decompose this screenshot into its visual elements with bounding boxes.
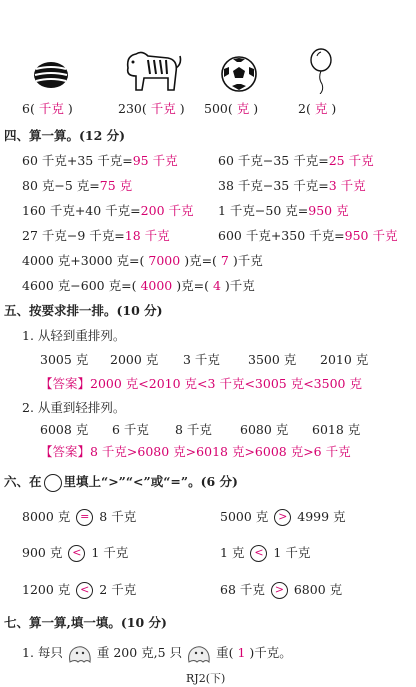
text: 重( bbox=[216, 645, 234, 660]
expr: 600 千克+350 千克= bbox=[218, 228, 345, 243]
expr: 27 千克−9 千克= bbox=[22, 228, 125, 243]
answer: 7000 bbox=[148, 253, 181, 268]
compare-row-2-right bbox=[220, 543, 310, 562]
answer: 950 克 bbox=[308, 203, 349, 218]
page-footer: RJ2(下) bbox=[186, 672, 226, 685]
item: 6080 克 bbox=[240, 422, 289, 437]
item: 2000 克 bbox=[110, 352, 159, 367]
rhs: 8 千克 bbox=[99, 509, 137, 524]
compare-row-2-left bbox=[22, 543, 128, 562]
label-num: 2( bbox=[298, 101, 311, 116]
rhs: 2 千克 bbox=[99, 582, 137, 597]
answer: 200 千克 bbox=[140, 203, 194, 218]
lhs: 1200 克 bbox=[22, 582, 71, 597]
compare-answer: < bbox=[250, 545, 267, 562]
expr: 4600 克−600 克=( bbox=[22, 278, 137, 293]
answer: 950 千克 bbox=[344, 228, 398, 243]
toy-animal-icon bbox=[67, 644, 93, 664]
compare-answer: < bbox=[76, 582, 93, 599]
item: 6008 克 bbox=[40, 422, 89, 437]
item: 2010 克 bbox=[320, 352, 369, 367]
label-num: 230( bbox=[118, 101, 147, 116]
title-part: 里填上“>”“<”或“=”。(6 分) bbox=[63, 474, 238, 489]
calc-row-2-right bbox=[218, 176, 366, 194]
expr: 38 千克−35 千克= bbox=[218, 178, 329, 193]
question-7-1 bbox=[22, 643, 292, 664]
compare-answer: > bbox=[271, 582, 288, 599]
answer: 克 bbox=[314, 101, 328, 116]
compare-row-3-left bbox=[22, 580, 136, 599]
item: 6 千克 bbox=[112, 422, 149, 437]
answer: 18 千克 bbox=[124, 228, 170, 243]
answer-5-1: 【答案】2000 克<2010 克<3 千克<3005 克<3500 克 bbox=[40, 376, 362, 391]
text: 1. 每只 bbox=[22, 645, 63, 660]
answer: 千克 bbox=[150, 101, 176, 116]
answer: 4000 bbox=[140, 278, 173, 293]
expr: 60 千克−35 千克= bbox=[218, 153, 329, 168]
question-5-2: 2. 从重到轻排列。 bbox=[22, 400, 126, 415]
expr: 80 克−5 克= bbox=[22, 178, 100, 193]
answer: 75 克 bbox=[99, 178, 133, 193]
answer: 25 千克 bbox=[328, 153, 374, 168]
compare-answer: > bbox=[274, 509, 291, 526]
text: 重 200 克,5 只 bbox=[96, 645, 183, 660]
compare-row-3-right bbox=[220, 580, 342, 599]
answer: 千克 bbox=[38, 101, 64, 116]
calc-row-4-left bbox=[22, 226, 170, 244]
expr: 4000 克+3000 克=( bbox=[22, 253, 145, 268]
expr: 1 千克−50 克= bbox=[218, 203, 309, 218]
soccer-ball-icon bbox=[220, 55, 258, 93]
item: 8 千克 bbox=[175, 422, 212, 437]
image-label-ball bbox=[204, 99, 258, 117]
rhs: 6800 克 bbox=[293, 582, 343, 597]
label-num: 500( bbox=[204, 101, 233, 116]
section-7-title: 七、算一算,填一填。(10 分) bbox=[4, 615, 167, 630]
calc-row-1-right bbox=[218, 151, 374, 169]
item: 3 千克 bbox=[183, 352, 220, 367]
answer: 1 bbox=[237, 645, 246, 660]
image-label-balloon bbox=[298, 99, 336, 117]
label-close: ) bbox=[179, 101, 185, 116]
calc-row-1-left bbox=[22, 151, 178, 169]
section-5-title: 五、按要求排一排。(10 分) bbox=[4, 303, 163, 318]
lhs: 8000 克 bbox=[22, 509, 71, 524]
calc-row-3-right bbox=[218, 201, 349, 219]
rhs: 1 千克 bbox=[273, 545, 311, 560]
lhs: 5000 克 bbox=[220, 509, 269, 524]
compare-row-1-right bbox=[220, 507, 346, 526]
lhs: 900 克 bbox=[22, 545, 63, 560]
answer-5-2: 【答案】8 千克>6080 克>6018 克>6008 克>6 千克 bbox=[40, 444, 351, 459]
expr: 60 千克+35 千克= bbox=[22, 153, 133, 168]
label-close: ) bbox=[331, 101, 337, 116]
item: 3005 克 bbox=[40, 352, 89, 367]
calc-row-2-left bbox=[22, 176, 132, 194]
expr: )克=( bbox=[176, 278, 209, 293]
section-4-title: 四、算一算。(12 分) bbox=[4, 128, 126, 143]
answer: 3 千克 bbox=[328, 178, 366, 193]
expr: 160 千克+40 千克= bbox=[22, 203, 141, 218]
rhs: 4999 克 bbox=[297, 509, 346, 524]
answer: 克 bbox=[236, 101, 250, 116]
lhs: 68 千克 bbox=[220, 582, 265, 597]
calc-row-6 bbox=[22, 276, 255, 294]
section-6-title bbox=[4, 472, 238, 492]
label-num: 6( bbox=[22, 101, 35, 116]
watermelon-icon bbox=[33, 60, 69, 90]
circle-icon bbox=[44, 474, 62, 492]
expr: )克=( bbox=[184, 253, 217, 268]
toy-animal-icon bbox=[186, 644, 212, 664]
image-label-tiger bbox=[118, 99, 185, 117]
expr: )千克 bbox=[224, 278, 255, 293]
compare-answer: = bbox=[76, 509, 93, 526]
image-label-watermelon bbox=[22, 99, 73, 117]
calc-row-5 bbox=[22, 251, 263, 269]
compare-answer: < bbox=[68, 545, 85, 562]
answer: 7 bbox=[220, 253, 229, 268]
rhs: 1 千克 bbox=[91, 545, 129, 560]
answer: 4 bbox=[212, 278, 221, 293]
answer: 95 千克 bbox=[132, 153, 178, 168]
item: 3500 克 bbox=[248, 352, 297, 367]
calc-row-3-left bbox=[22, 201, 194, 219]
label-close: ) bbox=[67, 101, 73, 116]
compare-row-1-left bbox=[22, 507, 136, 526]
tiger-icon bbox=[122, 48, 182, 94]
question-5-1: 1. 从轻到重排列。 bbox=[22, 328, 126, 343]
item: 6018 克 bbox=[312, 422, 361, 437]
balloon-icon bbox=[309, 48, 333, 94]
lhs: 1 克 bbox=[220, 545, 245, 560]
calc-row-4-right bbox=[218, 226, 397, 244]
expr: )千克 bbox=[232, 253, 263, 268]
title-part: 六、在 bbox=[4, 474, 42, 489]
text: )千克。 bbox=[249, 645, 292, 660]
label-close: ) bbox=[253, 101, 259, 116]
